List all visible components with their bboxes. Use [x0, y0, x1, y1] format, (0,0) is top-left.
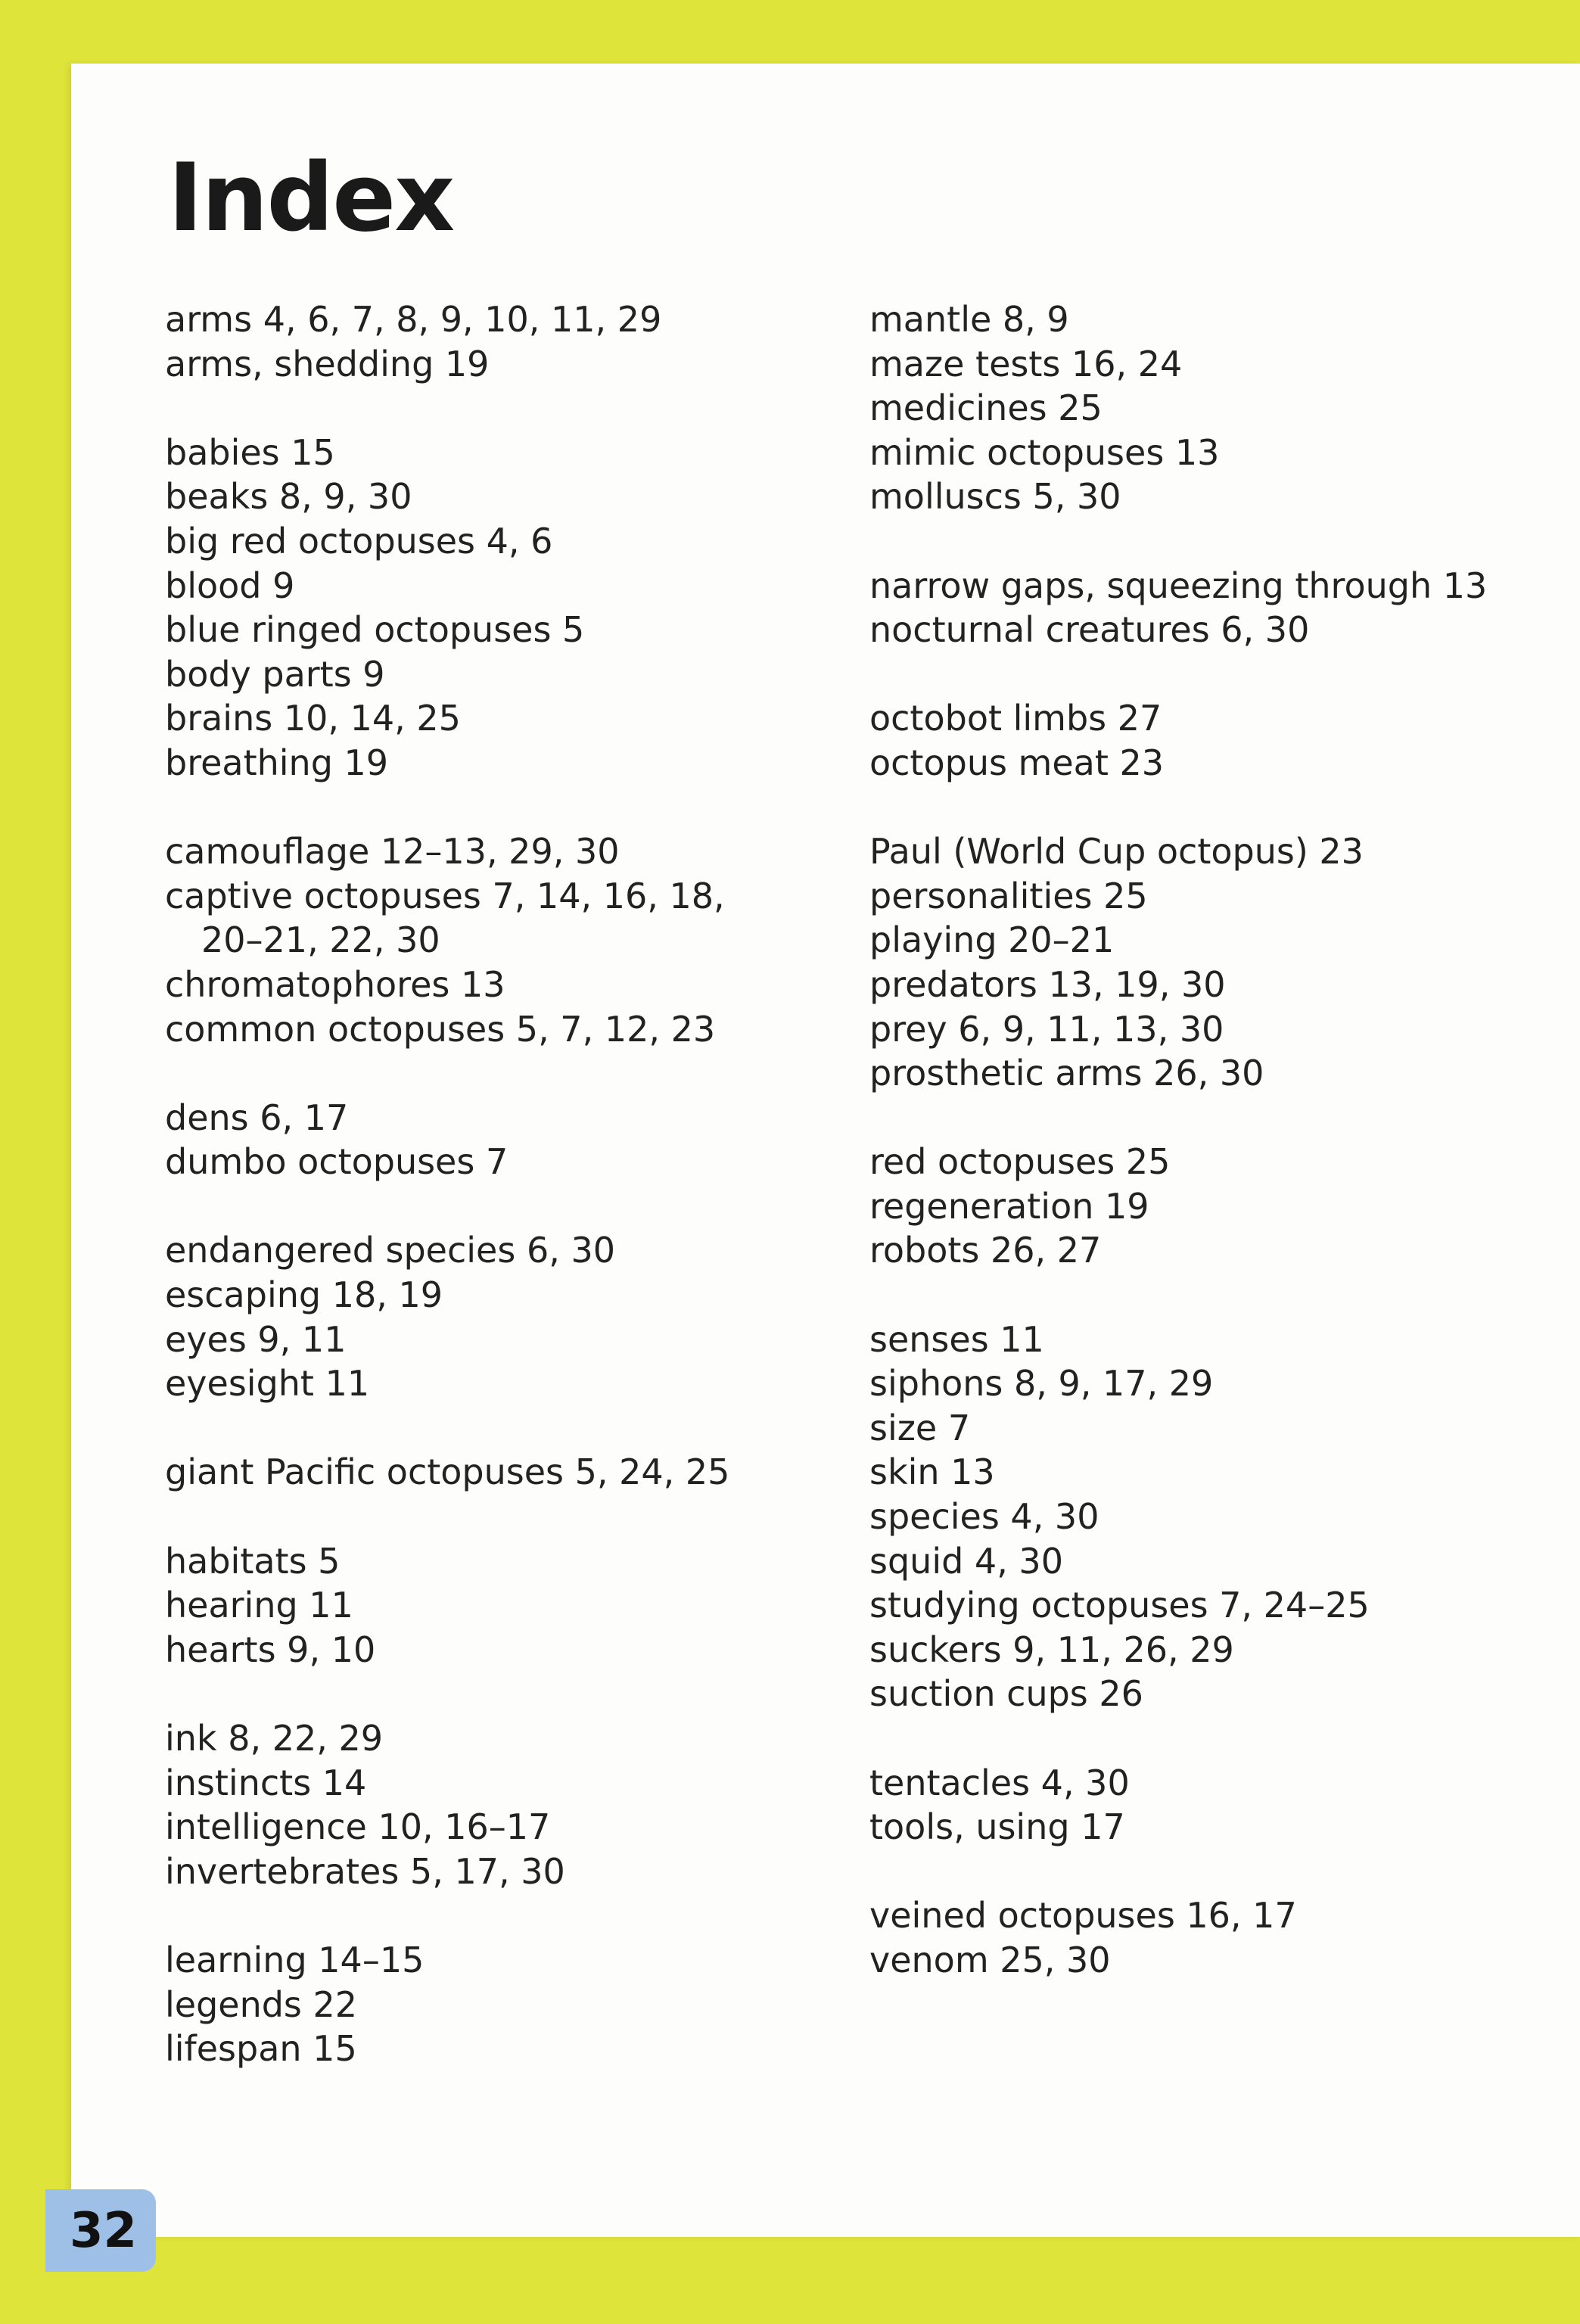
index-entry: prosthetic arms 26, 30 — [869, 1053, 1264, 1094]
index-entry: babies 15 — [165, 431, 335, 473]
index-entry: lifespan 15 — [165, 2028, 357, 2070]
index-entry: nocturnal creatures 6, 30 — [869, 609, 1310, 651]
index-entry: suction cups 26 — [869, 1673, 1143, 1715]
index-entry: mantle 8, 9 — [869, 299, 1069, 340]
index-group — [165, 1228, 846, 1405]
index-entry: eyesight 11 — [165, 1363, 370, 1405]
index-entry: size 7 — [869, 1407, 971, 1448]
index-group — [869, 564, 1550, 652]
index-group — [165, 1539, 846, 1672]
index-group — [165, 431, 846, 786]
index-entry: arms 4, 6, 7, 8, 9, 10, 11, 29 — [165, 299, 662, 340]
index-entry: big red octopuses 4, 6 — [165, 520, 553, 562]
index-entry: red octopuses 25 — [869, 1141, 1171, 1183]
index-entry: brains 10, 14, 25 — [165, 698, 461, 739]
index-entry: narrow gaps, squeezing through 13 — [869, 565, 1488, 606]
index-entry: camouflage 12–13, 29, 30 — [165, 831, 620, 873]
index-entry: tools, using 17 — [869, 1806, 1125, 1848]
index-entry: prey 6, 9, 11, 13, 30 — [869, 1008, 1224, 1050]
index-entry: venom 25, 30 — [869, 1939, 1111, 1980]
index-entry: studying octopuses 7, 24–25 — [869, 1585, 1370, 1626]
index-entry: suckers 9, 11, 26, 29 — [869, 1629, 1234, 1670]
index-entry: veined octopuses 16, 17 — [869, 1895, 1297, 1937]
index-entry: species 4, 30 — [869, 1496, 1099, 1538]
index-group — [165, 829, 846, 1051]
index-group — [869, 1140, 1550, 1273]
index-group — [869, 1893, 1550, 1982]
index-group — [165, 1938, 846, 2071]
index-entry: personalities 25 — [869, 875, 1148, 916]
index-entry: Paul (World Cup octopus) 23 — [869, 831, 1364, 873]
index-group — [869, 297, 1550, 519]
index-entry: intelligence 10, 16–17 — [165, 1806, 551, 1848]
index-group — [869, 829, 1550, 1096]
index-entry: endangered species 6, 30 — [165, 1230, 615, 1271]
index-group — [165, 1096, 846, 1184]
index-entry: arms, shedding 19 — [165, 343, 490, 384]
index-group — [869, 1761, 1550, 1850]
index-entry: beaks 8, 9, 30 — [165, 476, 412, 518]
index-entry: octopus meat 23 — [869, 742, 1165, 783]
index-entry: legends 22 — [165, 1983, 358, 2025]
index-entry: escaping 18, 19 — [165, 1274, 443, 1316]
page-number: 32 — [70, 2203, 138, 2259]
index-entry: captive octopuses 7, 14, 16, 18, 20–21, 22, 30 — [165, 875, 725, 961]
index-entry: learning 14–15 — [165, 1939, 425, 1980]
index-entry: mimic octopuses 13 — [869, 431, 1220, 473]
index-group — [165, 297, 846, 386]
index-entry: octobot limbs 27 — [869, 698, 1162, 739]
index-entry: hearing 11 — [165, 1585, 353, 1626]
index-entry: common octopuses 5, 7, 12, 23 — [165, 1008, 716, 1050]
index-entry: blood 9 — [165, 565, 295, 606]
index-entry: breathing 19 — [165, 742, 389, 783]
index-entry: maze tests 16, 24 — [869, 343, 1183, 384]
page-title: Index — [168, 144, 454, 253]
index-entry: regeneration 19 — [869, 1185, 1149, 1227]
index-entry: habitats 5 — [165, 1540, 341, 1582]
index-entry: eyes 9, 11 — [165, 1318, 347, 1360]
index-entry: blue ringed octopuses 5 — [165, 609, 585, 651]
index-entry: medicines 25 — [869, 387, 1103, 429]
index-entry: giant Pacific octopuses 5, 24, 25 — [165, 1451, 730, 1493]
index-entry: chromatophores 13 — [165, 963, 505, 1005]
index-entry: tentacles 4, 30 — [869, 1762, 1130, 1803]
index-entry: molluscs 5, 30 — [869, 476, 1121, 518]
index-entry: predators 13, 19, 30 — [869, 963, 1226, 1005]
index-column-left — [165, 297, 846, 2115]
index-group — [869, 696, 1550, 785]
index-entry: dumbo octopuses 7 — [165, 1141, 509, 1183]
index-entry: squid 4, 30 — [869, 1540, 1063, 1582]
index-entry: skin 13 — [869, 1451, 995, 1493]
index-group — [165, 1450, 846, 1495]
index-entry: robots 26, 27 — [869, 1230, 1102, 1271]
index-group — [869, 1318, 1550, 1716]
index-group — [165, 1716, 846, 1893]
index-entry: invertebrates 5, 17, 30 — [165, 1850, 565, 1892]
index-entry: ink 8, 22, 29 — [165, 1718, 384, 1759]
index-entry: hearts 9, 10 — [165, 1629, 376, 1670]
index-entry: dens 6, 17 — [165, 1097, 349, 1138]
index-entry: body parts 9 — [165, 653, 385, 695]
index-entry: instincts 14 — [165, 1762, 367, 1803]
index-column-right — [869, 297, 1550, 2027]
index-entry: senses 11 — [869, 1318, 1044, 1360]
index-entry: playing 20–21 — [869, 919, 1115, 961]
index-entry: siphons 8, 9, 17, 29 — [869, 1363, 1214, 1405]
